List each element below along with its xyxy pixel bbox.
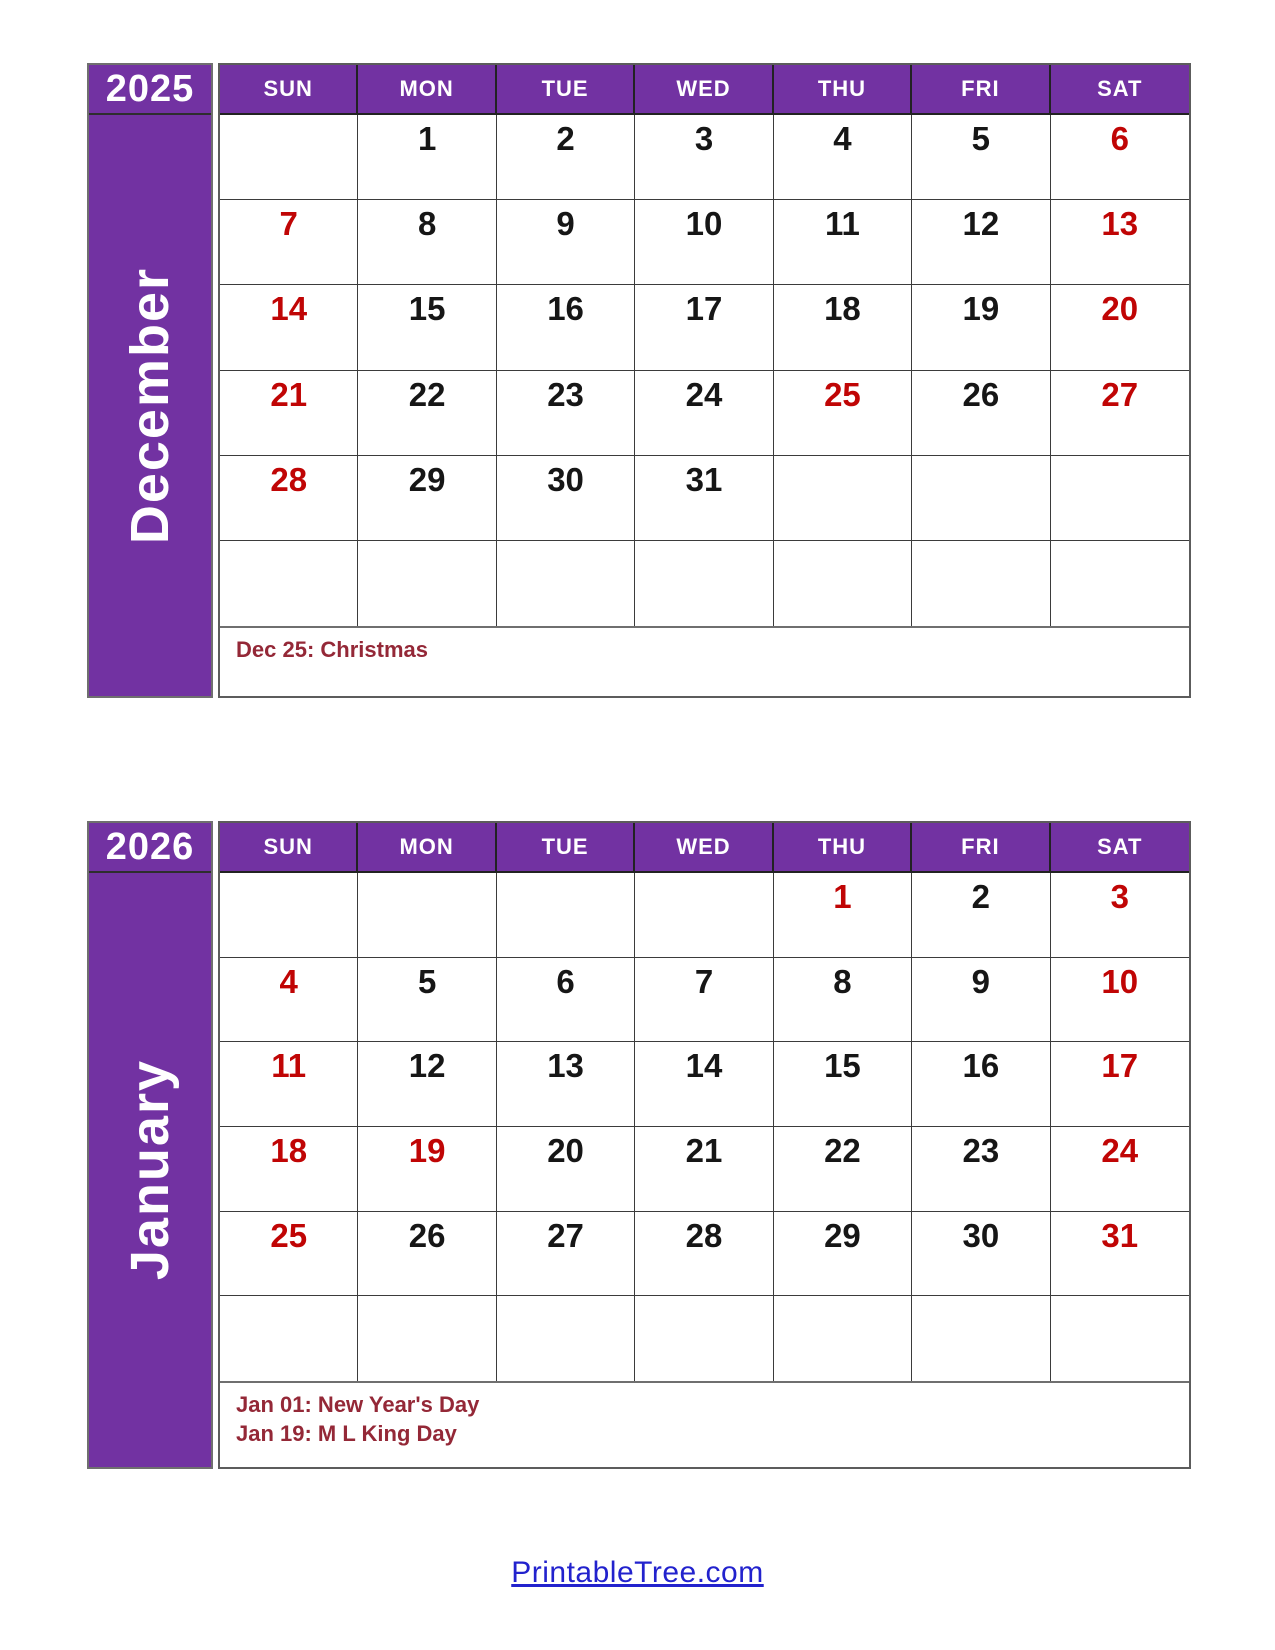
month-label-box bbox=[89, 873, 211, 1467]
date-cell: 31 bbox=[635, 456, 773, 541]
date-cell: 1 bbox=[358, 115, 496, 200]
empty-date-cell bbox=[635, 541, 773, 626]
weekday-header-tue: TUE bbox=[497, 65, 635, 115]
date-cell: 15 bbox=[358, 285, 496, 370]
date-cell: 7 bbox=[220, 200, 358, 285]
date-cell: 22 bbox=[774, 1127, 912, 1212]
weekday-header-thu: THU bbox=[774, 823, 912, 873]
week-row bbox=[220, 200, 1189, 285]
date-cell: 26 bbox=[358, 1212, 496, 1297]
empty-date-cell bbox=[912, 1296, 1050, 1381]
date-cell: 2 bbox=[497, 115, 635, 200]
holiday-area bbox=[220, 1381, 1189, 1467]
date-cell: 14 bbox=[220, 285, 358, 370]
date-cell: 16 bbox=[912, 1042, 1050, 1127]
weeks-area bbox=[220, 873, 1189, 1381]
empty-date-cell bbox=[1051, 541, 1189, 626]
week-row bbox=[220, 873, 1189, 958]
weekday-header-thu: THU bbox=[774, 65, 912, 115]
holiday-note: Dec 25: Christmas bbox=[236, 637, 428, 662]
holiday-note: Jan 19: M L King Day bbox=[236, 1421, 457, 1447]
empty-date-cell bbox=[220, 1296, 358, 1381]
date-cell: 6 bbox=[497, 958, 635, 1043]
date-cell: 25 bbox=[220, 1212, 358, 1297]
week-row bbox=[220, 1127, 1189, 1212]
date-cell: 12 bbox=[358, 1042, 496, 1127]
date-cell: 9 bbox=[912, 958, 1050, 1043]
empty-date-cell bbox=[358, 1296, 496, 1381]
holiday-area bbox=[220, 626, 1189, 696]
date-cell: 9 bbox=[497, 200, 635, 285]
date-cell: 16 bbox=[497, 285, 635, 370]
empty-date-cell bbox=[774, 1296, 912, 1381]
date-cell: 13 bbox=[1051, 200, 1189, 285]
week-row bbox=[220, 456, 1189, 541]
date-cell: 17 bbox=[1051, 1042, 1189, 1127]
footer-link[interactable]: PrintableTree.com bbox=[511, 1556, 764, 1589]
holiday-note: Jan 01: New Year's Day bbox=[236, 1392, 480, 1417]
date-cell: 5 bbox=[358, 958, 496, 1043]
empty-date-cell bbox=[497, 541, 635, 626]
empty-date-cell bbox=[220, 115, 358, 200]
weekday-header-wed: WED bbox=[635, 823, 773, 873]
year-label: 2025 bbox=[89, 65, 211, 115]
date-cell: 30 bbox=[497, 456, 635, 541]
empty-date-cell bbox=[635, 1296, 773, 1381]
date-cell: 8 bbox=[358, 200, 496, 285]
date-grid bbox=[218, 63, 1191, 698]
month-label-box bbox=[89, 115, 211, 696]
date-cell: 27 bbox=[497, 1212, 635, 1297]
year-label: 2026 bbox=[89, 823, 211, 873]
footer bbox=[0, 1556, 1275, 1590]
date-cell: 6 bbox=[1051, 115, 1189, 200]
date-cell: 31 bbox=[1051, 1212, 1189, 1297]
date-cell: 27 bbox=[1051, 371, 1189, 456]
empty-date-cell bbox=[774, 541, 912, 626]
weekday-header-sun: SUN bbox=[220, 65, 358, 115]
date-cell: 23 bbox=[912, 1127, 1050, 1212]
date-cell: 21 bbox=[635, 1127, 773, 1212]
week-row bbox=[220, 115, 1189, 200]
week-row bbox=[220, 285, 1189, 370]
empty-date-cell bbox=[1051, 456, 1189, 541]
date-cell: 18 bbox=[220, 1127, 358, 1212]
week-row bbox=[220, 958, 1189, 1043]
date-cell: 23 bbox=[497, 371, 635, 456]
date-cell: 17 bbox=[635, 285, 773, 370]
date-cell: 11 bbox=[220, 1042, 358, 1127]
weekday-header-sun: SUN bbox=[220, 823, 358, 873]
date-cell: 3 bbox=[635, 115, 773, 200]
empty-date-cell bbox=[358, 541, 496, 626]
empty-date-cell bbox=[635, 873, 773, 958]
weeks-area bbox=[220, 115, 1189, 626]
date-cell: 24 bbox=[635, 371, 773, 456]
date-cell: 5 bbox=[912, 115, 1050, 200]
week-row bbox=[220, 1212, 1189, 1297]
date-cell: 26 bbox=[912, 371, 1050, 456]
date-cell: 2 bbox=[912, 873, 1050, 958]
date-cell: 8 bbox=[774, 958, 912, 1043]
date-cell: 21 bbox=[220, 371, 358, 456]
date-cell: 15 bbox=[774, 1042, 912, 1127]
date-cell: 4 bbox=[774, 115, 912, 200]
date-cell: 18 bbox=[774, 285, 912, 370]
date-cell: 10 bbox=[1051, 958, 1189, 1043]
week-row bbox=[220, 541, 1189, 626]
weekday-header-row bbox=[220, 823, 1189, 873]
date-cell: 22 bbox=[358, 371, 496, 456]
calendar-january-2026 bbox=[87, 821, 1191, 1469]
date-cell: 24 bbox=[1051, 1127, 1189, 1212]
month-sidebar bbox=[87, 821, 213, 1469]
calendar-december-2025 bbox=[87, 63, 1191, 698]
weekday-header-fri: FRI bbox=[912, 823, 1050, 873]
empty-date-cell bbox=[912, 456, 1050, 541]
empty-date-cell bbox=[1051, 1296, 1189, 1381]
month-label: January bbox=[120, 1059, 180, 1281]
weekday-header-fri: FRI bbox=[912, 65, 1050, 115]
date-cell: 20 bbox=[1051, 285, 1189, 370]
empty-date-cell bbox=[497, 1296, 635, 1381]
date-cell: 29 bbox=[774, 1212, 912, 1297]
date-cell: 3 bbox=[1051, 873, 1189, 958]
date-cell: 25 bbox=[774, 371, 912, 456]
date-cell: 7 bbox=[635, 958, 773, 1043]
weekday-header-mon: MON bbox=[358, 823, 496, 873]
empty-date-cell bbox=[912, 541, 1050, 626]
date-cell: 11 bbox=[774, 200, 912, 285]
empty-date-cell bbox=[220, 541, 358, 626]
empty-date-cell bbox=[358, 873, 496, 958]
date-cell: 29 bbox=[358, 456, 496, 541]
date-cell: 12 bbox=[912, 200, 1050, 285]
weekday-header-mon: MON bbox=[358, 65, 496, 115]
date-grid bbox=[218, 821, 1191, 1469]
weekday-header-row bbox=[220, 65, 1189, 115]
date-cell: 14 bbox=[635, 1042, 773, 1127]
empty-date-cell bbox=[220, 873, 358, 958]
weekday-header-tue: TUE bbox=[497, 823, 635, 873]
date-cell: 4 bbox=[220, 958, 358, 1043]
date-cell: 28 bbox=[635, 1212, 773, 1297]
week-row bbox=[220, 371, 1189, 456]
date-cell: 30 bbox=[912, 1212, 1050, 1297]
date-cell: 1 bbox=[774, 873, 912, 958]
week-row bbox=[220, 1042, 1189, 1127]
month-sidebar bbox=[87, 63, 213, 698]
date-cell: 13 bbox=[497, 1042, 635, 1127]
month-label: December bbox=[120, 266, 180, 545]
date-cell: 19 bbox=[912, 285, 1050, 370]
empty-date-cell bbox=[497, 873, 635, 958]
week-row bbox=[220, 1296, 1189, 1381]
weekday-header-sat: SAT bbox=[1051, 823, 1189, 873]
weekday-header-wed: WED bbox=[635, 65, 773, 115]
date-cell: 10 bbox=[635, 200, 773, 285]
date-cell: 20 bbox=[497, 1127, 635, 1212]
date-cell: 28 bbox=[220, 456, 358, 541]
weekday-header-sat: SAT bbox=[1051, 65, 1189, 115]
date-cell: 19 bbox=[358, 1127, 496, 1212]
empty-date-cell bbox=[774, 456, 912, 541]
